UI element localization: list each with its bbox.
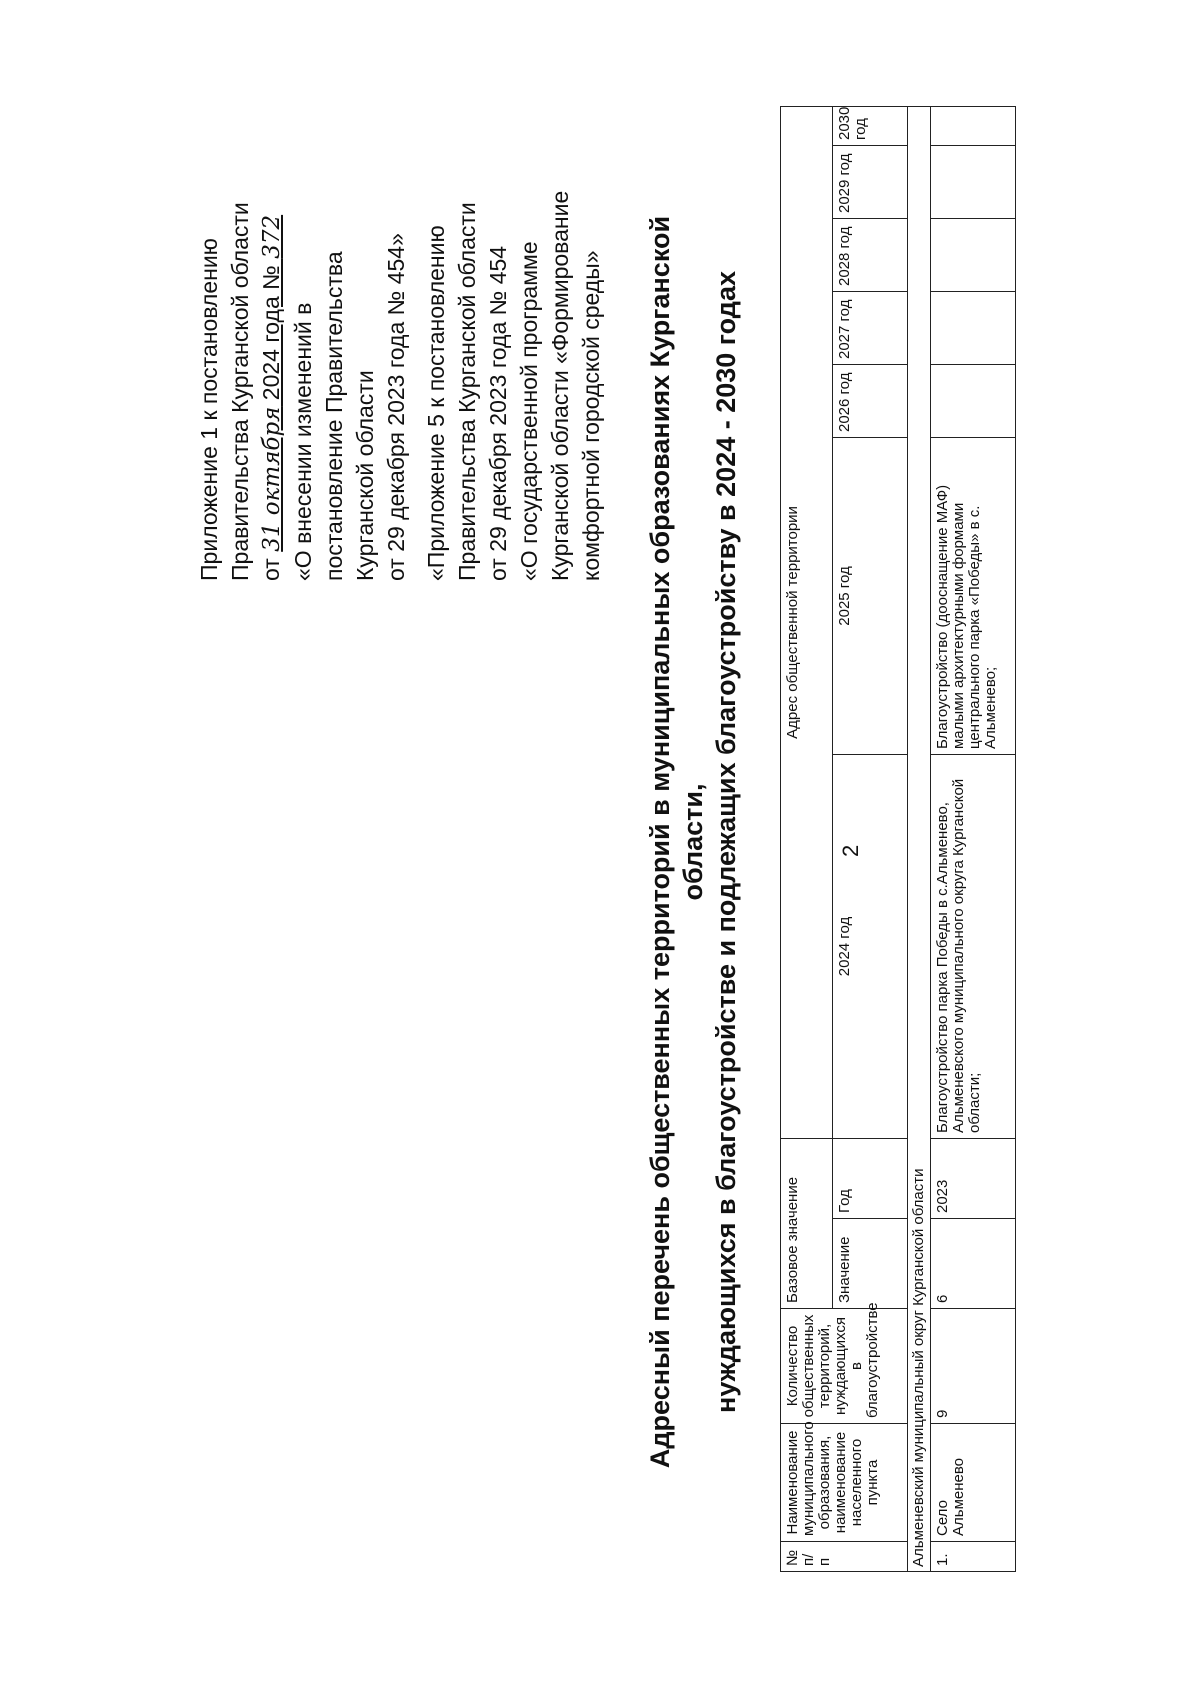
header-base-value-value: Значение [833,1219,908,1309]
appendix-5-line: Курганской области «Формирование [547,190,573,581]
header-year-2026: 2026 год [833,365,908,438]
appendix-1-line: Курганской области [352,370,378,581]
header-territory-count: Количество общественных территорий, нуждающихся в благоустройстве [781,1309,908,1424]
appendix-5-line: Правительства Курганской области [454,202,480,581]
header-year-2028: 2028 год [833,219,908,292]
appendix-5-header [421,191,607,581]
row-address-2027 [931,292,1016,365]
document-title [644,162,743,1522]
row-address-2024: Благоустройство парка Победы в с.Альменево, Альменевского муниципального округа Курганской области; [931,755,1016,1139]
appendix-1-date-line [256,202,288,581]
row-settlement-name: Село Альменево [931,1424,1016,1542]
header-num: № п/п [781,1542,908,1572]
header-base-value-year: Год [833,1139,908,1219]
appendix-1-date-prefix: от [258,551,284,581]
header-year-2030: 2030 год [833,106,908,145]
header-year-2027: 2027 год [833,292,908,365]
header-base-value: Базовое значение [781,1139,833,1309]
row-base-value: 6 [931,1219,1016,1309]
title-line: Адресный перечень общественных территорий в муниципальных образованиях Курганской области, [645,215,708,1469]
row-address-2026 [931,365,1016,438]
header-year-2024: 2024 год [833,755,908,1139]
row-territory-count: 9 [931,1309,1016,1424]
row-address-2029 [931,146,1016,219]
appendix-1-line: «О внесении изменений в [290,302,316,581]
header-year-2029: 2029 год [833,146,908,219]
header-municipality-name: Наименование муниципального образования, наименование населенного пункта [781,1424,908,1542]
row-num: 1. [931,1542,1016,1572]
appendix-1-year: 2024 года № [258,258,284,407]
territories-table-wrap [780,107,1016,1572]
appendix-1-line: Приложение 1 к постановлению [196,238,222,581]
handwritten-number: 372 [259,214,285,259]
header-year-2025: 2025 год [833,438,908,755]
appendix-5-line: от 29 декабря 2023 года № 454 [485,245,511,581]
appendix-1-line: постановление Правительства [321,251,347,581]
page-number: 2 [838,844,863,857]
appendix-1-line: от 29 декабря 2023 года № 454» [383,233,409,581]
row-address-2025: Благоустройство (дооснащение МАФ) малыми архитектурными формами центрального парка «Победы» в с. Альменево; [931,438,1016,755]
appendix-5-line: комфортной городской среды» [578,250,604,581]
row-address-2030 [931,106,1016,145]
region-row: Альменевский муниципальный округ Курганской области [908,106,931,1571]
handwritten-date: 31 октября [259,406,285,552]
appendix-1-line: Правительства Курганской области [227,202,253,581]
appendix-5-line: «Приложение 5 к постановлению [423,225,449,581]
header-address: Адрес общественной территории [781,106,833,1138]
row-base-year: 2023 [931,1139,1016,1219]
appendix-1-header [194,202,412,581]
territories-table [780,106,1016,1572]
title-line: нуждающихся в благоустройстве и подлежащих благоустройству в 2024 - 2030 годах [711,271,741,1413]
row-address-2028 [931,219,1016,292]
appendix-5-line: «О государственной программе [516,241,542,581]
